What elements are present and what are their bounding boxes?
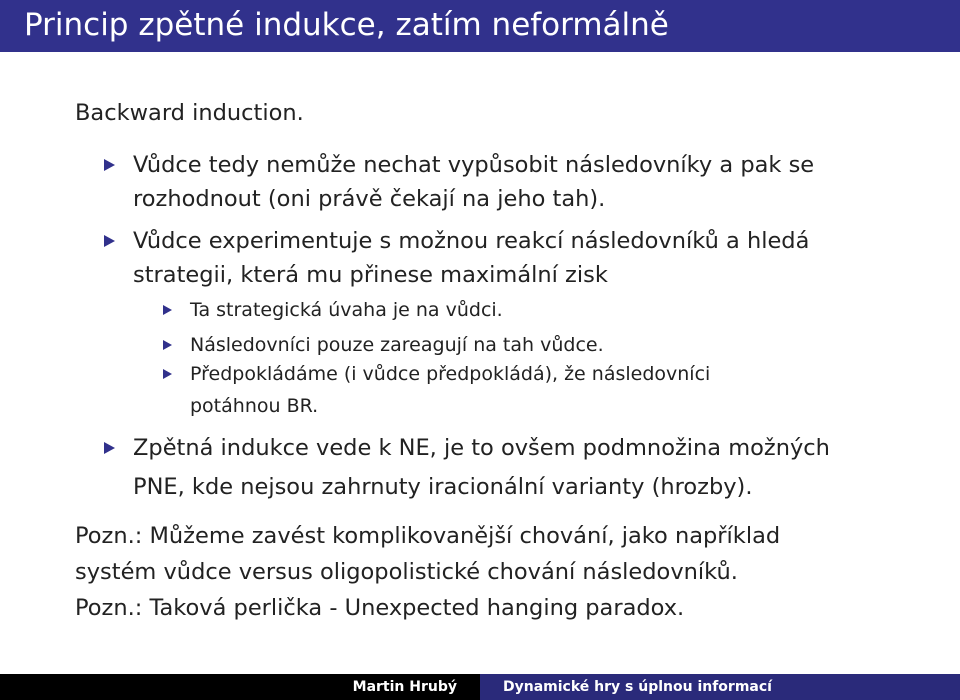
bullet-2-line-1: Vůdce experimentuje s možnou reakcí následovníků a hledá (133, 228, 810, 254)
bullet-1-line-2: rozhodnout (oni právě čekají na jeho tah). (133, 186, 606, 212)
sub-bullet-3-line-1: Předpokládáme (i vůdce předpokládá), že následovníci (190, 363, 711, 385)
intro-text: Backward induction. (75, 100, 304, 126)
triangle-bullet-icon (163, 305, 172, 315)
triangle-bullet-icon (104, 442, 115, 454)
note-1-line-2: systém vůdce versus oligopolistické chování následovníků. (75, 559, 738, 585)
triangle-bullet-icon (163, 340, 172, 350)
sub-bullet-2: Následovníci pouze zareagují na tah vůdce. (190, 334, 604, 356)
footer-author: Martin Hrubý (352, 679, 457, 695)
note-1-line-1: Pozn.: Můžeme zavést komplikovanější chování, jako například (75, 523, 781, 549)
bullet-3-line-2: PNE, kde nejsou zahrnuty iracionální varianty (hrozby). (133, 474, 753, 500)
footer-author-panel (0, 674, 480, 700)
footer-title-panel (480, 674, 960, 700)
bullet-2-line-2: strategii, která mu přinese maximální zisk (133, 262, 608, 288)
bullet-1-line-1: Vůdce tedy nemůže nechat vypůsobit následovníky a pak se (133, 152, 815, 178)
footer (0, 674, 960, 700)
page-title: Princip zpětné indukce, zatím neformálně (24, 7, 669, 43)
sub-bullet-1: Ta strategická úvaha je na vůdci. (190, 299, 503, 321)
triangle-bullet-icon (104, 235, 115, 247)
sub-bullet-3-line-2: potáhnou BR. (190, 395, 319, 417)
triangle-bullet-icon (163, 369, 172, 379)
triangle-bullet-icon (104, 159, 115, 171)
note-2: Pozn.: Taková perlička - Unexpected hanging paradox. (75, 595, 685, 621)
footer-talk-title: Dynamické hry s úplnou informací (503, 679, 772, 695)
bullet-3-line-1: Zpětná indukce vede k NE, je to ovšem podmnožina možných (133, 435, 830, 461)
